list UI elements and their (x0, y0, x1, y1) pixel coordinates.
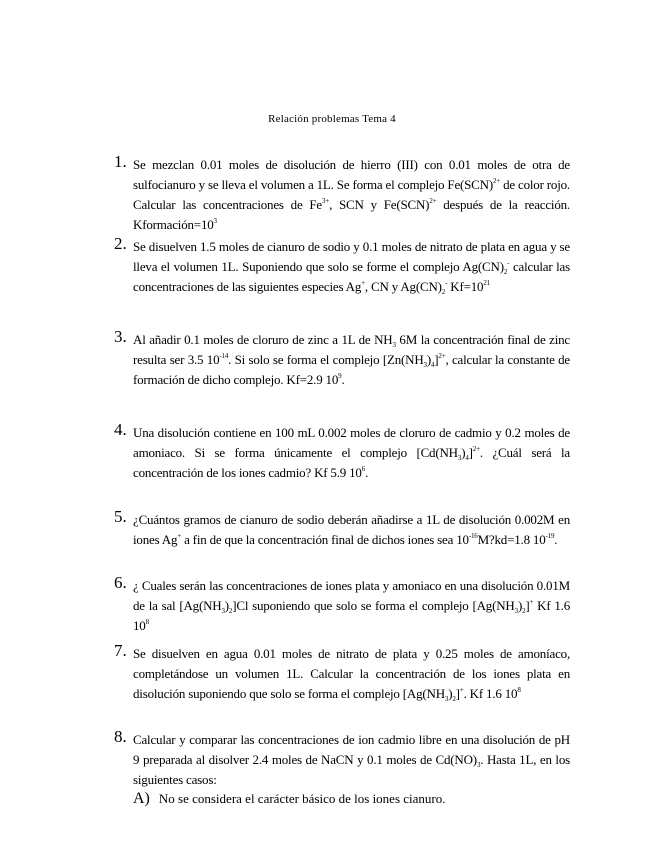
subscript: 2 (503, 268, 508, 276)
sub-item-label: A) (133, 790, 150, 807)
text-segment: . ¿Cuál será la concentración de los iones cadmio? Kf 5.9 10 (133, 445, 570, 480)
text-segment: , calcular la constante de formación de dicho complejo. Kf=2.9 10 (133, 352, 570, 387)
problem-3 (114, 327, 570, 390)
problem-text (133, 330, 570, 390)
text-segment: . Hasta 1L, en los siguientes casos: (133, 752, 570, 787)
text-segment: ] (525, 598, 530, 613)
superscript: 3+ (322, 197, 330, 205)
text-segment: ) (426, 352, 431, 367)
superscript: + (361, 279, 365, 287)
text-segment: . Si solo se forma el complejo [Zn(NH (228, 352, 424, 367)
problem-text (133, 576, 570, 636)
sub-item-a (133, 790, 553, 808)
superscript: 2+ (492, 177, 501, 185)
text-segment: . (365, 465, 369, 480)
subscript: 2 (452, 695, 456, 703)
problem-number: 5. (114, 507, 127, 526)
problem-6 (114, 573, 571, 636)
subscript: 4 (430, 361, 435, 369)
subscript: 2 (228, 607, 233, 615)
text-segment: ¿ Cuales serán las concentraciones de iones plata y amoniaco en una disolución 0.01M de la sal [Ag(NH (133, 578, 570, 613)
text-segment: de color rojo. Calcular las concentraciones de Fe (133, 177, 570, 212)
text-segment: calcular las concentraciones de las siguientes especies Ag (133, 259, 570, 294)
problem-text (133, 510, 570, 550)
subscript: 3 (423, 361, 427, 369)
text-segment: ] (455, 686, 460, 701)
subscript: 3 (392, 341, 396, 349)
problem-number: 2. (114, 234, 127, 253)
problem-text (133, 237, 570, 297)
superscript: 8 (517, 686, 521, 694)
subscript: 2 (441, 288, 446, 296)
subscript: 3 (444, 695, 449, 703)
superscript: 2+ (438, 352, 446, 360)
superscript: -14 (219, 352, 229, 360)
text-segment: . (554, 532, 558, 547)
text-segment: ) (517, 598, 523, 613)
text-segment: . (341, 372, 345, 387)
text-segment: Al añadir 0.1 moles de cloruro de zinc a 1L de NH (133, 332, 393, 347)
superscript: - (445, 279, 448, 287)
problem-text (133, 644, 570, 704)
problem-number: 7. (114, 641, 127, 660)
text-segment: ]Cl suponiendo que solo se forma el complejo [Ag(NH (232, 598, 515, 613)
superscript: 3 (213, 217, 217, 225)
subscript: 4 (465, 454, 469, 462)
text-segment: ¿Cuántos gramos de cianuro de sodio deberán añadirse a 1L de disolución 0.002M en iones Ag (133, 512, 570, 547)
problem-7 (114, 641, 570, 704)
text-segment: M?kd=1.8 10 (477, 532, 546, 547)
problem-number: 1. (114, 152, 127, 171)
superscript: 8 (145, 618, 149, 626)
text-segment: ] (468, 445, 473, 460)
problem-8 (114, 727, 570, 790)
text-segment: a fin de que la concentración final de dichos iones sea 10 (181, 532, 469, 547)
text-segment: ) (461, 445, 466, 460)
superscript: 2+ (472, 445, 480, 453)
superscript: 21 (483, 279, 490, 287)
text-segment: Kf 1.6 10 (133, 598, 571, 633)
problem-text (133, 155, 570, 235)
superscript: 6 (361, 465, 366, 473)
text-segment: 6M la concentración final de zinc resulta ser 3.5 10 (133, 332, 570, 367)
problem-number: 4. (114, 420, 127, 439)
superscript: + (459, 686, 464, 694)
superscript: 2+ (429, 197, 437, 205)
superscript: -16 (468, 532, 478, 540)
text-segment: Kf=10 (447, 279, 484, 294)
problem-text (133, 730, 570, 790)
problem-number: 6. (114, 573, 127, 592)
text-segment: Se disuelven 1.5 moles de cianuro de sodio y 0.1 moles de nitrato de plata en agua y se lleva el volumen 1L. Suponiendo que solo se forme el complejo Ag(CN) (133, 239, 570, 274)
text-segment: ] (434, 352, 439, 367)
text-segment: . Kf 1.6 10 (463, 686, 518, 701)
text-segment: , SCN y Fe(SCN) (329, 197, 430, 212)
superscript: - (507, 259, 510, 267)
problem-4 (114, 420, 570, 483)
subscript: 3 (221, 607, 225, 615)
document-title: Relación problemas Tema 4 (268, 113, 396, 125)
text-segment: después de la reacción. Kformación=10 (133, 197, 570, 232)
superscript: -19 (545, 532, 555, 540)
superscript: + (529, 598, 534, 606)
problem-5 (114, 507, 570, 550)
problem-text (133, 423, 570, 483)
text-segment: Se mezclan 0.01 moles de disolución de hierro (III) con 0.01 moles de otra de sulfocianuro y se lleva el volumen a 1L. Se forma el complejo Fe(SCN) (133, 157, 570, 192)
text-segment: ) (448, 686, 453, 701)
text-segment: ) (224, 598, 229, 613)
text-segment: Se disuelven en agua 0.01 moles de nitrato de plata y 0.25 moles de amoníaco, completándose un volumen 1L. Calcular la concentración de los iones plata en disolución suponiendo que solo se forma el complejo [Ag(NH (133, 646, 570, 701)
sub-item-text: No se considera el carácter básico de los iones cianuro. (158, 791, 446, 806)
subscript: 3 (514, 607, 518, 615)
text-segment: , CN y Ag(CN) (364, 279, 442, 294)
text-segment: Una disolución contiene en 100 mL 0.002 moles de cloruro de cadmio y 0.2 moles de amoniaco. Si se forma únicamente el complejo [Cd(NH (133, 425, 570, 460)
problem-number: 8. (114, 727, 127, 746)
subscript: 3 (457, 454, 462, 462)
subscript: 2 (522, 607, 526, 615)
problem-1 (114, 152, 570, 235)
problem-number: 3. (114, 327, 127, 346)
text-segment: Calcular y comparar las concentraciones de ion cadmio libre en una disolución de pH 9 preparada al disolver 2.4 moles de NaCN y 0.1 moles de Cd(NO) (133, 732, 570, 767)
problem-2 (114, 234, 570, 297)
superscript: 9 (338, 372, 342, 380)
subscript: 3 (476, 761, 481, 769)
superscript: + (177, 532, 182, 540)
